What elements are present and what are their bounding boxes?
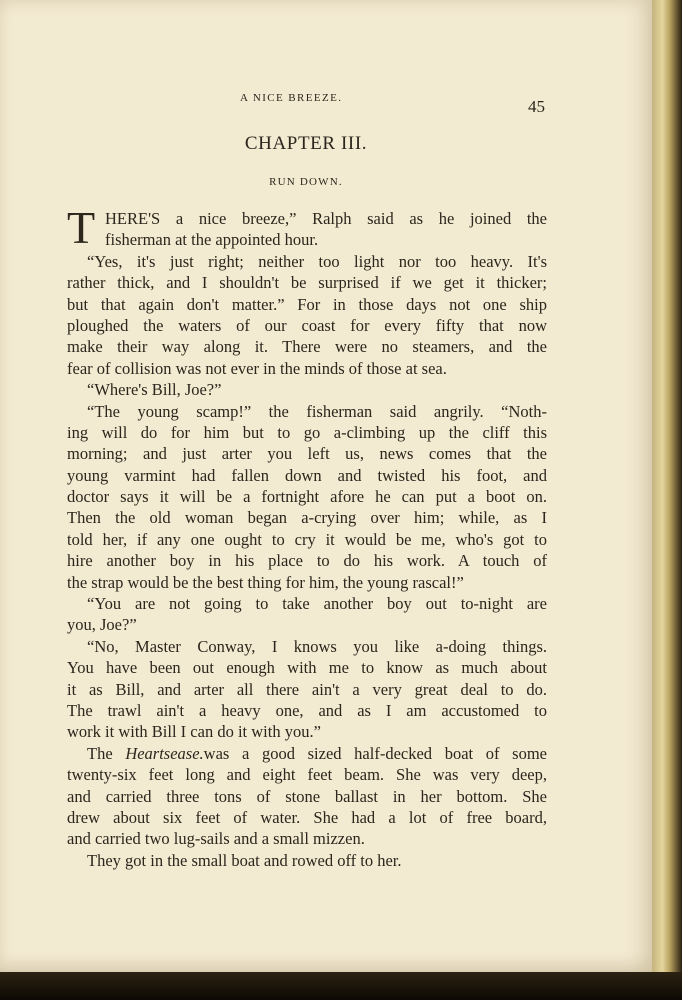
text-line: drew about six feet of water. She had a lot of free board, (67, 807, 547, 827)
text-line: work it with Bill I can do it with you.” (67, 722, 321, 742)
page-edge (652, 0, 682, 972)
text-line: ing will do for him but to go a-climbing up the cliff this (67, 422, 547, 442)
text-line: and carried three tons of stone ballast in her bottom. She (67, 786, 547, 806)
text-line: Then the old woman began a-crying over him; while, as I (67, 508, 547, 528)
text-line: doctor says it will be a fortnight afore he can put a boot on. (67, 487, 547, 507)
text-line: it as Bill, and arter all there ain't a very great deal to do. (67, 679, 547, 699)
text-fragment: was a good sized half-decked boat of some (203, 743, 547, 763)
text-line: The trawl ain't a heavy one, and as I am accustomed to (67, 700, 547, 720)
text-line: You have been out enough with me to know as much about (67, 658, 547, 678)
bottom-shadow (0, 972, 682, 1000)
chapter-title: CHAPTER III. (244, 133, 368, 154)
text-line: hire another boy in his place to do his work. A touch of (67, 551, 547, 571)
text-line: but that again don't matter.” For in those days not one ship (67, 294, 547, 314)
text-line: fisherman at the appointed hour. (105, 230, 319, 250)
text-line: “The young scamp!” the fisherman said angrily. “Noth- (87, 401, 547, 421)
boat-name: Heartsease. (125, 743, 204, 763)
page-number: 45 (528, 97, 545, 116)
body-text (67, 208, 547, 871)
text-line: the strap would be the best thing for him, the young rascal!” (67, 572, 464, 592)
text-line: HERE'S a nice breeze,” Ralph said as he joined the (105, 209, 547, 228)
text-line: fear of collision was not ever in the minds of those at sea. (67, 358, 447, 378)
text-line: ploughed the waters of our coast for every fifty that now (67, 315, 547, 335)
text-line: morning; and just arter you left us, news comes that the (67, 444, 547, 464)
text-line: you, Joe?” (67, 615, 137, 635)
text-line: rather thick, and I shouldn't be surprised if we get it thicker; (67, 273, 547, 293)
text-line: make their way along it. There were no steamers, and the (67, 337, 547, 357)
text-line: twenty-six feet long and eight feet beam. She was very deep, (67, 765, 547, 785)
text-line: “Yes, it's just right; neither too light nor too heavy. It's (87, 251, 547, 271)
text-line: They got in the small boat and rowed off to her. (87, 850, 402, 870)
text-line: told her, if any one ought to cry it would be me, who's got to (67, 529, 547, 549)
running-head: A NICE BREEZE. (240, 92, 343, 104)
section-title: RUN DOWN. (269, 176, 343, 188)
text-line: young varmint had fallen down and twisted his foot, and (67, 465, 547, 485)
text-line-boat-name (67, 743, 547, 764)
text-line: “No, Master Conway, I knows you like a-doing things. (87, 636, 547, 656)
text-line: “You are not going to take another boy out to-night are (87, 594, 547, 614)
drop-cap: T (67, 202, 96, 253)
text-fragment: The (87, 743, 126, 763)
text-line: “Where's Bill, Joe?” (87, 380, 222, 400)
text-line: and carried two lug-sails and a small mizzen. (67, 829, 365, 849)
